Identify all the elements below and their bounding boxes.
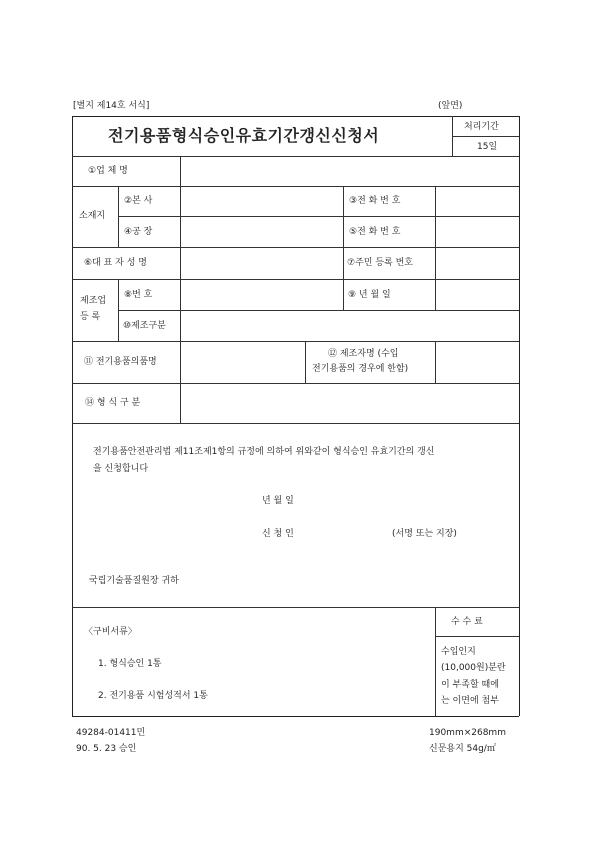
statement-line-1: 전기용품안전관리법 제11조제1항의 규정에 의하여 위와같이 형식승인 유효기간의 갱신 [93, 447, 435, 457]
approval-date: 90. 5. 23 승인 [76, 744, 137, 754]
fee-heading: 수 수 료 [451, 617, 483, 627]
fee-line-1: 수입인지 [441, 647, 476, 657]
signature-label: (서명 또는 지장) [392, 529, 457, 539]
company-name-field[interactable] [181, 157, 518, 185]
required-document-1: 1. 형식승인 1통 [98, 659, 162, 669]
form-title: 전기용품형식승인유효기간갱신신청서 [108, 126, 380, 145]
form-code: 49284-01411민 [76, 728, 146, 738]
type-class-field[interactable] [181, 384, 518, 422]
fee-line-2: (10,000원)분란 [441, 663, 506, 673]
addressee: 국립기술품질원장 귀하 [89, 576, 179, 586]
phone-label-2: ⑤전 화 번 호 [349, 227, 401, 237]
factory-field[interactable] [181, 217, 342, 246]
registration-number-label: ⑧번 호 [124, 290, 153, 300]
resident-number-label: ⑦주민 등록 번호 [347, 258, 413, 268]
fee-line-4: 는 이면에 첨부 [441, 696, 499, 706]
head-office-label: ②본 사 [124, 196, 153, 206]
page-side-label: (앞면) [438, 101, 463, 111]
company-name-label: ①업 체 명 [88, 166, 128, 176]
representative-label: ⑥대 표 자 성 명 [84, 258, 147, 268]
required-documents-heading: 〈구비서류〉 [84, 627, 137, 637]
product-name-label: ⑪ 전기용품의품명 [84, 357, 157, 367]
head-office-field[interactable] [181, 187, 342, 215]
registration-date-field[interactable] [436, 280, 518, 309]
location-label: 소재지 [79, 211, 106, 221]
factory-label: ④공 장 [124, 227, 153, 237]
applicant-label: 신 청 인 [262, 529, 294, 539]
mfg-category-field[interactable] [181, 311, 518, 340]
product-name-field[interactable] [181, 342, 304, 382]
statement-line-2: 을 신청합니다 [93, 464, 149, 474]
phone-field-1[interactable] [436, 187, 518, 215]
fee-line-3: 이 부족할 때에 [441, 680, 499, 690]
processing-period-label: 처리기간 [464, 122, 499, 132]
paper-type: 신문용지 54g/㎡ [429, 744, 496, 754]
required-document-2: 2. 전기용품 시험성적서 1통 [98, 691, 208, 701]
mfg-registration-label-1: 제조업 [80, 296, 107, 306]
form-number: [별지 제14호 서식] [73, 101, 150, 111]
registration-date-label: ⑨ 년 월 일 [348, 290, 391, 300]
mfg-registration-label-2: 등 록 [80, 312, 101, 322]
resident-number-field[interactable] [436, 248, 518, 278]
phone-label-1: ③전 화 번 호 [349, 196, 401, 206]
phone-field-2[interactable] [436, 217, 518, 246]
registration-number-field[interactable] [181, 280, 342, 309]
representative-field[interactable] [181, 248, 342, 278]
manufacturer-label-2: 전기용품의 경우에 한함) [312, 364, 409, 374]
manufacturer-label-1: ⑫ 제조자명 (수입 [328, 349, 399, 359]
manufacturer-field[interactable] [436, 342, 518, 382]
paper-size: 190mm×268mm [429, 728, 506, 738]
mfg-category-label: ⑩제조구분 [123, 321, 166, 331]
application-date: 년 월 일 [262, 496, 294, 506]
type-class-label: ⑭ 형 식 구 분 [85, 398, 141, 408]
processing-period-value: 15일 [477, 142, 498, 152]
